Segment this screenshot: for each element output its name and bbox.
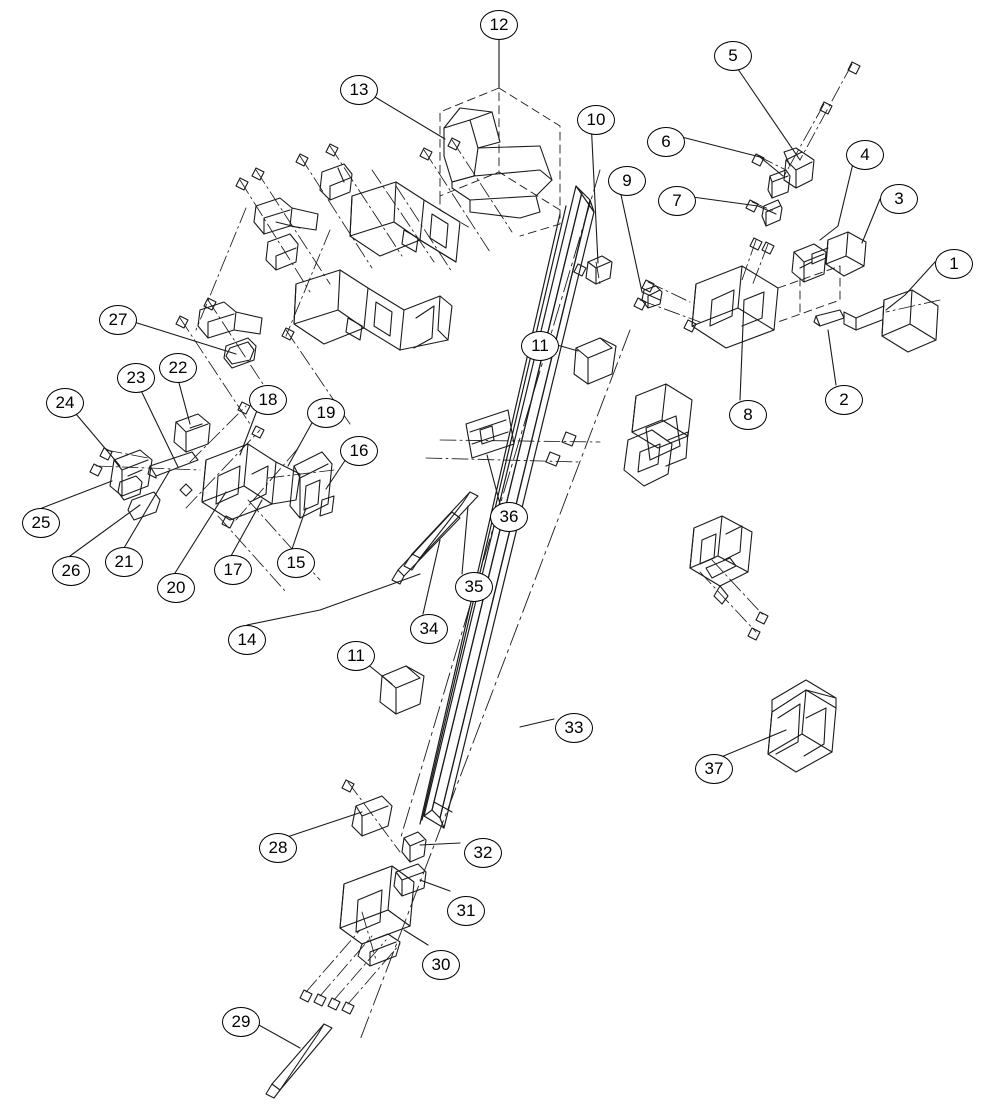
- bracket-part-8: [692, 266, 778, 348]
- carriage-block-b: [294, 270, 452, 350]
- balloon-22[interactable]: 22: [159, 353, 197, 383]
- bracket-part-28: [352, 796, 392, 836]
- balloon-7[interactable]: 7: [658, 186, 696, 216]
- balloon-12[interactable]: 12: [480, 10, 518, 40]
- balloon-14[interactable]: 14: [228, 625, 266, 655]
- carriage-center: [624, 384, 692, 486]
- balloon-13[interactable]: 13: [340, 75, 378, 105]
- construction-lines-right: [778, 266, 840, 322]
- balloon-29[interactable]: 29: [222, 1007, 260, 1037]
- clip-part-27: [224, 338, 256, 368]
- balloon-11-lower[interactable]: 11: [337, 641, 375, 671]
- strip-part-35: [404, 492, 478, 570]
- balloon-2[interactable]: 2: [825, 385, 863, 415]
- bottom-screw-heads: [300, 780, 354, 1014]
- balloon-25[interactable]: 25: [22, 508, 60, 538]
- balloon-19[interactable]: 19: [307, 398, 345, 428]
- motor-assembly: [844, 290, 938, 352]
- balloon-30[interactable]: 30: [422, 950, 460, 980]
- balloon-37[interactable]: 37: [695, 754, 733, 784]
- balloon-9[interactable]: 9: [608, 166, 646, 196]
- balloon-10[interactable]: 10: [577, 105, 615, 135]
- balloon-27[interactable]: 27: [99, 305, 137, 335]
- bracket-part-22: [174, 414, 210, 452]
- pin-part-7: [762, 200, 782, 226]
- balloon-5[interactable]: 5: [714, 41, 752, 71]
- balloon-36[interactable]: 36: [490, 502, 528, 532]
- balloon-20[interactable]: 20: [157, 573, 195, 603]
- fastener-36: [426, 440, 600, 462]
- carriage-block-a: [350, 182, 460, 262]
- balloon-8[interactable]: 8: [729, 400, 767, 430]
- upper-left-bracket-group: [444, 108, 552, 218]
- drive-block-lower: [690, 516, 752, 604]
- balloon-21[interactable]: 21: [105, 547, 143, 577]
- balloon-32[interactable]: 32: [464, 838, 502, 868]
- balloon-33[interactable]: 33: [555, 713, 593, 743]
- plate-part-36: [466, 410, 514, 458]
- strip-part-34: [392, 512, 460, 584]
- drive-block-axes: [700, 560, 764, 632]
- balloon-24[interactable]: 24: [46, 388, 84, 418]
- pin-part-6: [768, 170, 790, 198]
- balloon-17[interactable]: 17: [214, 555, 252, 585]
- balloon-26[interactable]: 26: [52, 556, 90, 586]
- slider-part-16: [290, 452, 334, 518]
- balloon-4[interactable]: 4: [846, 140, 884, 170]
- balloon-1[interactable]: 1: [935, 249, 973, 279]
- balloon-16[interactable]: 16: [340, 436, 378, 466]
- cover-part-11-upper: [574, 338, 616, 384]
- roller-part-32: [402, 832, 426, 862]
- block-part-10: [586, 256, 612, 284]
- screw-heads-right: [574, 62, 860, 332]
- balloon-35[interactable]: 35: [455, 572, 493, 602]
- fastener-axes: [180, 140, 512, 424]
- balloon-28[interactable]: 28: [259, 833, 297, 863]
- shaft-part-2: [814, 310, 844, 326]
- balloon-34[interactable]: 34: [410, 614, 448, 644]
- balloon-18[interactable]: 18: [249, 385, 287, 415]
- block-part-24: [110, 450, 152, 496]
- drive-block-screw-heads: [748, 612, 768, 640]
- cover-part-11-lower: [380, 666, 424, 714]
- balloon-11[interactable]: 11: [521, 331, 559, 361]
- coupler-part-3: [812, 232, 866, 276]
- balloon-6[interactable]: 6: [647, 127, 685, 157]
- balloon-23[interactable]: 23: [117, 363, 155, 393]
- balloon-15[interactable]: 15: [277, 548, 315, 578]
- bracket-part-4: [792, 244, 826, 282]
- clamp-parts-upper-left: [198, 164, 352, 364]
- cover-part-37: [768, 680, 836, 772]
- balloon-31[interactable]: 31: [447, 896, 485, 926]
- balloon-3[interactable]: 3: [880, 184, 918, 214]
- left-assembly-main: [202, 444, 300, 520]
- rail-centerline: [360, 170, 630, 1040]
